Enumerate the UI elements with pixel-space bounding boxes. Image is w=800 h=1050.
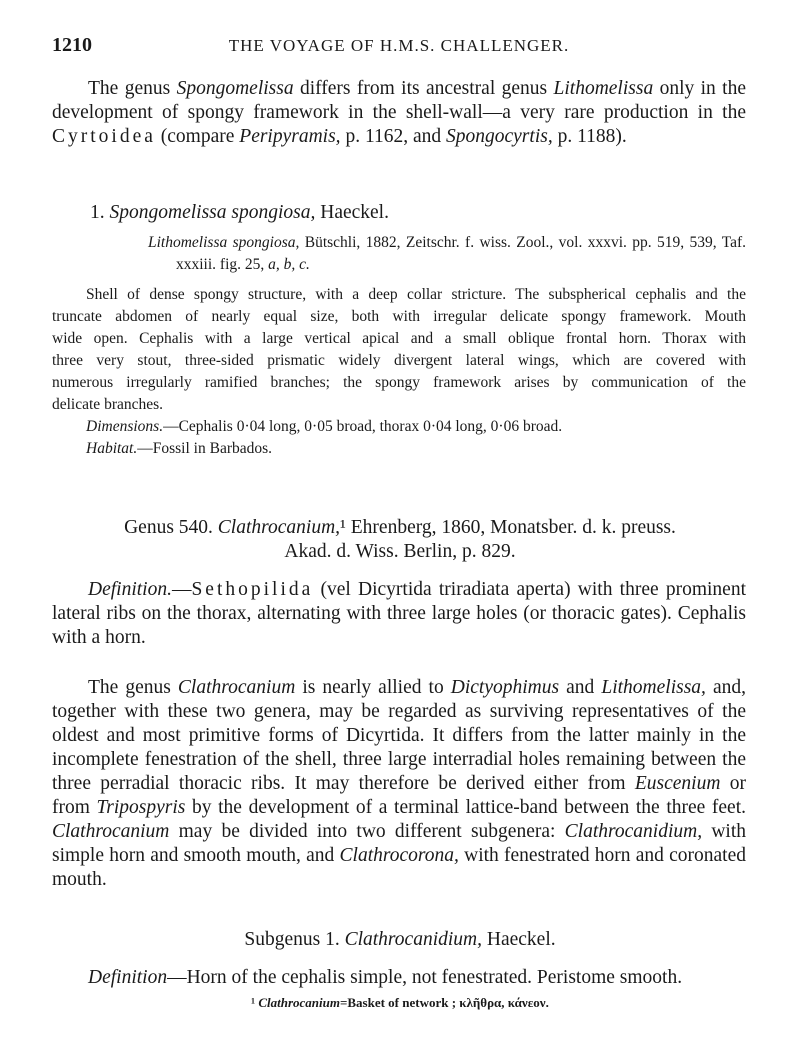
discussion-line: three perradial thoracic ribs. It may therefore be derived either from Euscenium or	[52, 773, 746, 794]
page-number: 1210	[52, 34, 92, 56]
discussion-line: simple horn and smooth mouth, and Clathrocorona, with fenestrated horn and coronated	[52, 845, 747, 866]
description-line: truncate abdomen of nearly equal size, both with irregular delicate spongy framework. Mouth	[52, 308, 746, 325]
description-line: three very stout, three-sided prismatic widely divergent lateral wings, which are covered with	[52, 352, 746, 369]
discussion-line: mouth.	[52, 869, 107, 890]
genus-definition-line-3: with a horn.	[52, 627, 146, 648]
discussion-line: from Tripospyris by the development of a terminal lattice-band between the three feet.	[52, 797, 746, 818]
synonymy-line-2: xxxiii. fig. 25, a, b, c.	[176, 256, 310, 273]
description-line: wide open. Cephalis with a large vertical apical and a small oblique frontal horn. Thorax with	[52, 330, 746, 347]
running-head: THE VOYAGE OF H.M.S. CHALLENGER.	[228, 36, 570, 55]
footnote: ¹ Clathrocanium=Basket of network ; κλῆθρα, κάνεον.	[251, 995, 549, 1010]
synonymy-line-1: Lithomelissa spongiosa, Bütschli, 1882, Zeitschr. f. wiss. Zool., vol. xxxvi. pp. 519, 539, Taf.	[148, 234, 747, 251]
subgenus-heading: Subgenus 1. Clathrocanidium, Haeckel.	[244, 929, 556, 950]
discussion-line: Clathrocanium may be divided into two different subgenera: Clathrocanidium, with	[52, 821, 746, 842]
discussion-line: oldest and most primitive forms of Dicyrtida. It differs from the latter mainly in the	[52, 725, 746, 746]
description-line: numerous irregularly ramified branches; the spongy framework arises by communication of the	[52, 374, 746, 391]
dimensions: Dimensions.—Cephalis 0·04 long, 0·05 broad, thorax 0·04 long, 0·06 broad.	[86, 418, 563, 435]
genus-heading-line-2: Akad. d. Wiss. Berlin, p. 829.	[284, 541, 516, 562]
intro-line-2: development of spongy framework in the shell-wall—a very rare production in the	[52, 102, 746, 123]
genus-heading-line-1: Genus 540. Clathrocanium,¹ Ehrenberg, 1860, Monatsber. d. k. preuss.	[124, 517, 676, 538]
description-line: Shell of dense spongy structure, with a deep collar stricture. The subspherical cephalis and the	[86, 286, 746, 303]
discussion-line: incomplete fenestration of the shell, three large interradial holes remaining between the	[52, 749, 746, 770]
intro-line-3: Cyrtoidea (compare Peripyramis, p. 1162, and Spongocyrtis, p. 1188).	[52, 126, 627, 147]
intro-line-1: The genus Spongomelissa differs from its ancestral genus Lithomelissa only in the	[88, 78, 746, 99]
description-line: delicate branches.	[52, 396, 164, 413]
subgenus-definition: Definition—Horn of the cephalis simple, not fenestrated. Peristome smooth.	[88, 967, 683, 988]
species-heading: 1. Spongomelissa spongiosa, Haeckel.	[90, 202, 389, 223]
genus-definition-line-2: lateral ribs on the thorax, alternating with three large holes (or thoracic gates). Cephalis	[52, 603, 746, 624]
discussion-line: together with these two genera, may be regarded as surviving representatives of the	[52, 701, 746, 722]
discussion-line: The genus Clathrocanium is nearly allied to Dictyophimus and Lithomelissa, and,	[88, 677, 747, 698]
genus-definition-line-1: Definition.—Sethopilida (vel Dicyrtida triradiata aperta) with three prominent	[88, 579, 746, 600]
page-header	[52, 34, 746, 62]
habitat: Habitat.—Fossil in Barbados.	[86, 440, 273, 457]
